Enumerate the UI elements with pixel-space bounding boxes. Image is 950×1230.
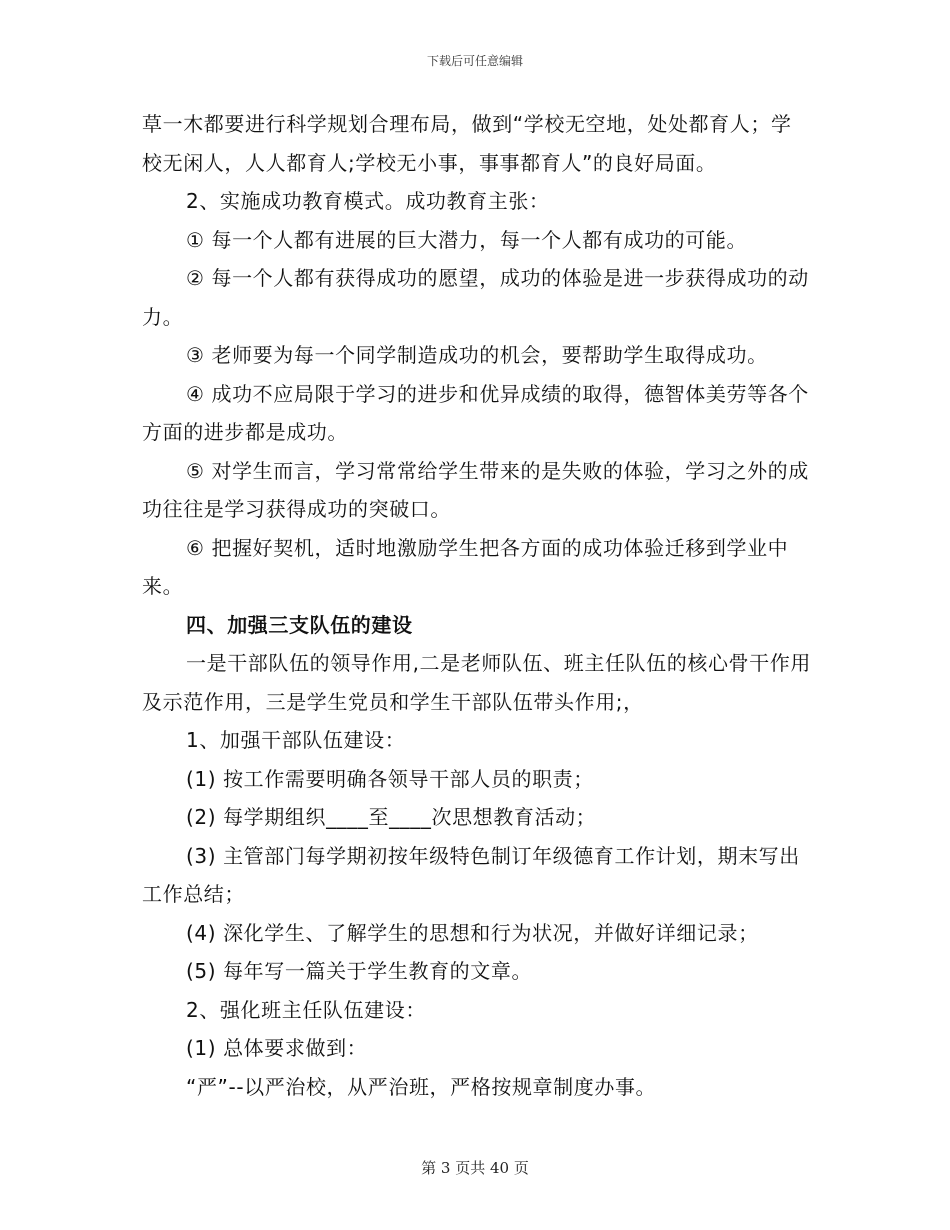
paragraph: (3) 主管部门每学期初按年级特色制订年级德育工作计划，期末写出工作总结； [142, 843, 800, 906]
paragraph: ⑤ 对学生而言，学习常常给学生带来的是失败的体验，学习之外的成功往往是学习获得成功的突破口。 [142, 458, 809, 521]
paragraph: 1、加强干部队伍建设： [186, 728, 406, 752]
paragraph: “严”--以严治校，从严治班，严格按规章制度办事。 [186, 1074, 657, 1099]
paragraph: (1) 按工作需要明确各领导干部人员的职责； [186, 766, 594, 791]
paragraph: 草一木都要进行科学规划合理布局，做到“学校无空地，处处都育人；学校无闲人，人人都育人;学校无小事，事事都育人”的良好局面。 [142, 112, 792, 175]
paragraph: ① 每一个人都有进展的巨大潜力，每一个人都有成功的可能。 [186, 227, 748, 252]
paragraph: 2、实施成功教育模式。成功教育主张： [186, 189, 550, 213]
paragraph: (5) 每年写一篇关于学生教育的文章。 [186, 959, 533, 983]
paragraph: 一是干部队伍的领导作用,二是老师队伍、班主任队伍的核心骨干作用及示范作用，三是学生党员和学生干部队伍带头作用;， [142, 651, 811, 714]
paragraph: ⑥ 把握好契机，适时地激励学生把各方面的成功体验迁移到学业中来。 [142, 535, 789, 598]
section-heading: 四、加强三支队伍的建设 [186, 612, 413, 637]
paragraph: ④ 成功不应局限于学习的进步和优异成绩的取得，德智体美劳等各个方面的进步都是成功。 [142, 381, 809, 444]
paragraph: (1) 总体要求做到： [186, 1036, 368, 1060]
paragraph: 2、强化班主任队伍建设： [186, 997, 426, 1022]
paragraph: (2) 每学期组织____至____次思想教育活动； [186, 805, 597, 829]
paragraph: ② 每一个人都有获得成功的愿望，成功的体验是进一步获得成功的动力。 [142, 266, 809, 329]
page-header: 下载后可任意编辑 [426, 54, 523, 68]
paragraph: (4) 深化学生、了解学生的思想和行为状况，并做好详细记录； [186, 920, 759, 945]
paragraph: ③ 老师要为每一个同学制造成功的机会，要帮助学生取得成功。 [186, 343, 768, 367]
page-footer: 第 3 页共 40 页 [421, 1159, 529, 1177]
document-body [142, 105, 812, 1106]
